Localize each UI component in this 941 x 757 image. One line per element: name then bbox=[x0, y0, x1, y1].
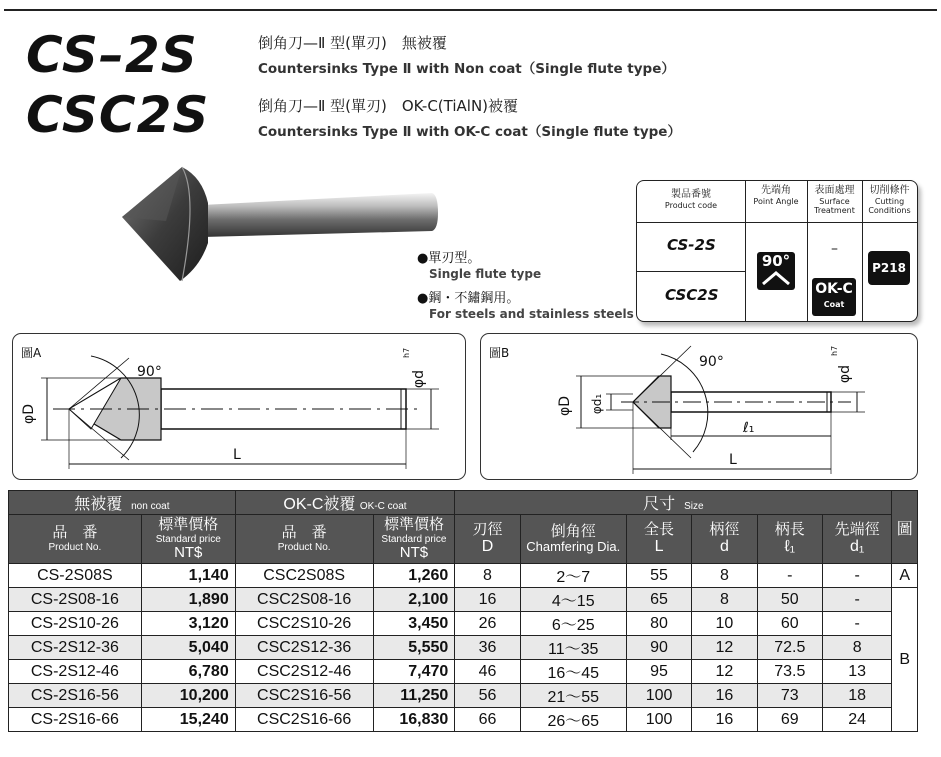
table-cell: 50 bbox=[757, 588, 822, 612]
table-cell: 24 bbox=[822, 708, 891, 732]
col-d: 柄徑 d bbox=[692, 515, 757, 564]
diagram-b-drawing bbox=[481, 334, 917, 479]
title-cn-2: 倒角刀—Ⅱ 型(單刃) OK-C(TiAlN)被覆 bbox=[258, 97, 519, 115]
table-cell: 26～65 bbox=[520, 708, 626, 732]
table-cell: CS-2S10-26 bbox=[9, 612, 142, 636]
diagram-b-l1-label: ℓ₁ bbox=[743, 420, 755, 436]
table-cell: 5,550 bbox=[373, 636, 455, 660]
table-cell: CSC2S08-16 bbox=[235, 588, 373, 612]
diagram-a-angle-label: 90° bbox=[137, 364, 162, 380]
table-cell: CSC2S12-36 bbox=[235, 636, 373, 660]
table-cell: CS-2S16-66 bbox=[9, 708, 142, 732]
top-rule bbox=[4, 9, 937, 11]
col-product-no-okc: 品 番 Product No. bbox=[235, 515, 373, 564]
diagram-a-panel bbox=[12, 333, 466, 480]
table-cell: 46 bbox=[455, 660, 520, 684]
table-cell: CS-2S08-16 bbox=[9, 588, 142, 612]
table-cell: 2～7 bbox=[520, 564, 626, 588]
table-cell: 3,120 bbox=[141, 612, 235, 636]
table-cell: 11～35 bbox=[520, 636, 626, 660]
table-row bbox=[9, 660, 918, 684]
table-cell: 6～25 bbox=[520, 612, 626, 636]
table-cell: 8 bbox=[692, 588, 757, 612]
feature-1-cn: ●單刃型。 bbox=[417, 251, 481, 266]
diagram-b-panel bbox=[480, 333, 918, 480]
product-spec-table bbox=[8, 490, 918, 732]
spec-legend-box bbox=[636, 180, 918, 322]
table-cell: 10 bbox=[692, 612, 757, 636]
table-row bbox=[9, 684, 918, 708]
table-cell: 16 bbox=[692, 684, 757, 708]
table-cell: 1,260 bbox=[373, 564, 455, 588]
feature-2-cn: ●鋼・不鏽鋼用。 bbox=[417, 291, 520, 306]
table-cell: 3,450 bbox=[373, 612, 455, 636]
table-cell: 60 bbox=[757, 612, 822, 636]
col-L: 全長 L bbox=[626, 515, 691, 564]
figure-ref-a: A bbox=[892, 564, 918, 588]
diagram-a-d-label: φd bbox=[411, 369, 427, 389]
table-cell: 5,040 bbox=[141, 636, 235, 660]
table-cell: 69 bbox=[757, 708, 822, 732]
table-row bbox=[9, 588, 918, 612]
countersink-tool-image bbox=[110, 155, 440, 290]
table-cell: 16～45 bbox=[520, 660, 626, 684]
col-l1: 柄長 ℓ₁ bbox=[757, 515, 822, 564]
table-cell: 11,250 bbox=[373, 684, 455, 708]
diagram-b-L-label: L bbox=[729, 452, 737, 468]
table-cell: 18 bbox=[822, 684, 891, 708]
product-code-cs2s: CS–2S bbox=[26, 26, 198, 84]
table-cell: 1,140 bbox=[141, 564, 235, 588]
table-cell: CSC2S12-46 bbox=[235, 660, 373, 684]
table-cell: 7,470 bbox=[373, 660, 455, 684]
treatment-none: – bbox=[831, 241, 838, 257]
table-cell: 16,830 bbox=[373, 708, 455, 732]
table-cell: 12 bbox=[692, 636, 757, 660]
table-cell: 100 bbox=[626, 684, 691, 708]
table-cell: 13 bbox=[822, 660, 891, 684]
table-cell: 36 bbox=[455, 636, 520, 660]
diagram-a-drawing bbox=[13, 334, 465, 479]
header-figure: 圖 bbox=[892, 491, 918, 564]
diagram-b-angle-label: 90° bbox=[699, 354, 724, 370]
table-cell: 15,240 bbox=[141, 708, 235, 732]
table-cell: CSC2S16-56 bbox=[235, 684, 373, 708]
feature-2-en: For steels and stainless steels bbox=[429, 307, 634, 321]
col-d1: 先端徑 d₁ bbox=[822, 515, 891, 564]
legend-code-csc2s: CSC2S bbox=[665, 286, 719, 304]
feature-1-en: Single flute type bbox=[429, 267, 542, 281]
header-okc-coat: OK-C被覆 OK-C coat bbox=[235, 491, 455, 515]
col-price: 標準價格 Standard price NT$ bbox=[141, 515, 235, 564]
diagram-b-d1-label: φd₁ bbox=[590, 393, 604, 415]
header-non-coat: 無被覆 non coat bbox=[9, 491, 236, 515]
col-product-no: 品 番 Product No. bbox=[9, 515, 142, 564]
table-cell: 100 bbox=[626, 708, 691, 732]
col-price-okc: 標準價格 Standard price NT$ bbox=[373, 515, 455, 564]
diagram-a-d-tolerance: h7 bbox=[402, 347, 411, 358]
table-cell: CS-2S16-56 bbox=[9, 684, 142, 708]
table-cell: CSC2S16-66 bbox=[235, 708, 373, 732]
table-cell: CSC2S08S bbox=[235, 564, 373, 588]
legend-col-product-code: 製品番號 Product code bbox=[664, 189, 718, 210]
table-cell: 80 bbox=[626, 612, 691, 636]
table-cell: 73.5 bbox=[757, 660, 822, 684]
okc-coat-icon: OK-C Coat bbox=[812, 278, 856, 316]
header-size: 尺寸 Size bbox=[455, 491, 892, 515]
table-cell: 65 bbox=[626, 588, 691, 612]
table-cell: 4～15 bbox=[520, 588, 626, 612]
table-cell: 8 bbox=[822, 636, 891, 660]
table-cell: 21～55 bbox=[520, 684, 626, 708]
table-cell: 72.5 bbox=[757, 636, 822, 660]
table-cell: - bbox=[822, 588, 891, 612]
col-D: 刃徑 D bbox=[455, 515, 520, 564]
product-code-csc2s: CSC2S bbox=[26, 86, 210, 144]
table-cell: CS-2S08S bbox=[9, 564, 142, 588]
table-cell: 2,100 bbox=[373, 588, 455, 612]
table-cell: 16 bbox=[692, 708, 757, 732]
table-cell: - bbox=[757, 564, 822, 588]
diagram-b-d-tolerance: h7 bbox=[830, 345, 839, 356]
table-cell: - bbox=[822, 564, 891, 588]
table-cell: 90 bbox=[626, 636, 691, 660]
col-chamfer: 倒角徑 Chamfering Dia. bbox=[520, 515, 626, 564]
table-cell: CSC2S10-26 bbox=[235, 612, 373, 636]
table-cell: 16 bbox=[455, 588, 520, 612]
diagram-a-D-label: φD bbox=[21, 403, 37, 425]
table-cell: CS-2S12-36 bbox=[9, 636, 142, 660]
table-cell: 12 bbox=[692, 660, 757, 684]
table-cell: 6,780 bbox=[141, 660, 235, 684]
table-cell: - bbox=[822, 612, 891, 636]
table-cell: CS-2S12-46 bbox=[9, 660, 142, 684]
cutting-conditions-book-icon[interactable]: P218 bbox=[868, 251, 910, 285]
table-cell: 95 bbox=[626, 660, 691, 684]
table-cell: 1,890 bbox=[141, 588, 235, 612]
diagram-b-D-label: φD bbox=[557, 395, 573, 417]
table-cell: 55 bbox=[626, 564, 691, 588]
table-cell: 56 bbox=[455, 684, 520, 708]
table-row bbox=[9, 708, 918, 732]
table-row bbox=[9, 612, 918, 636]
table-cell: 8 bbox=[455, 564, 520, 588]
legend-code-cs2s: CS-2S bbox=[667, 236, 716, 254]
title-en-2: Countersinks Type Ⅱ with OK-C coat（Single flute type） bbox=[258, 124, 681, 140]
legend-col-surface-treatment: 表面處理 Surface Treatment bbox=[814, 185, 855, 215]
diagram-a-L-label: L bbox=[233, 447, 241, 463]
diagram-b-d-label: φd bbox=[837, 364, 853, 384]
title-en-1: Countersinks Type Ⅱ with Non coat（Single flute type） bbox=[258, 61, 675, 77]
table-cell: 10,200 bbox=[141, 684, 235, 708]
table-row bbox=[9, 564, 918, 588]
point-angle-icon: 90° bbox=[757, 252, 795, 290]
diagram-a-title: 圖A bbox=[21, 346, 42, 360]
table-row bbox=[9, 636, 918, 660]
legend-col-point-angle: 先端角 Point Angle bbox=[753, 185, 799, 206]
title-cn-1: 倒角刀—Ⅱ 型(單刃) 無被覆 bbox=[258, 34, 447, 52]
table-cell: 66 bbox=[455, 708, 520, 732]
diagram-b-title: 圖B bbox=[489, 346, 510, 360]
figure-ref-b: B bbox=[892, 588, 918, 732]
table-cell: 73 bbox=[757, 684, 822, 708]
legend-col-cutting-conditions: 切削條件 Cutting Conditions bbox=[868, 185, 911, 215]
table-cell: 8 bbox=[692, 564, 757, 588]
table-cell: 26 bbox=[455, 612, 520, 636]
